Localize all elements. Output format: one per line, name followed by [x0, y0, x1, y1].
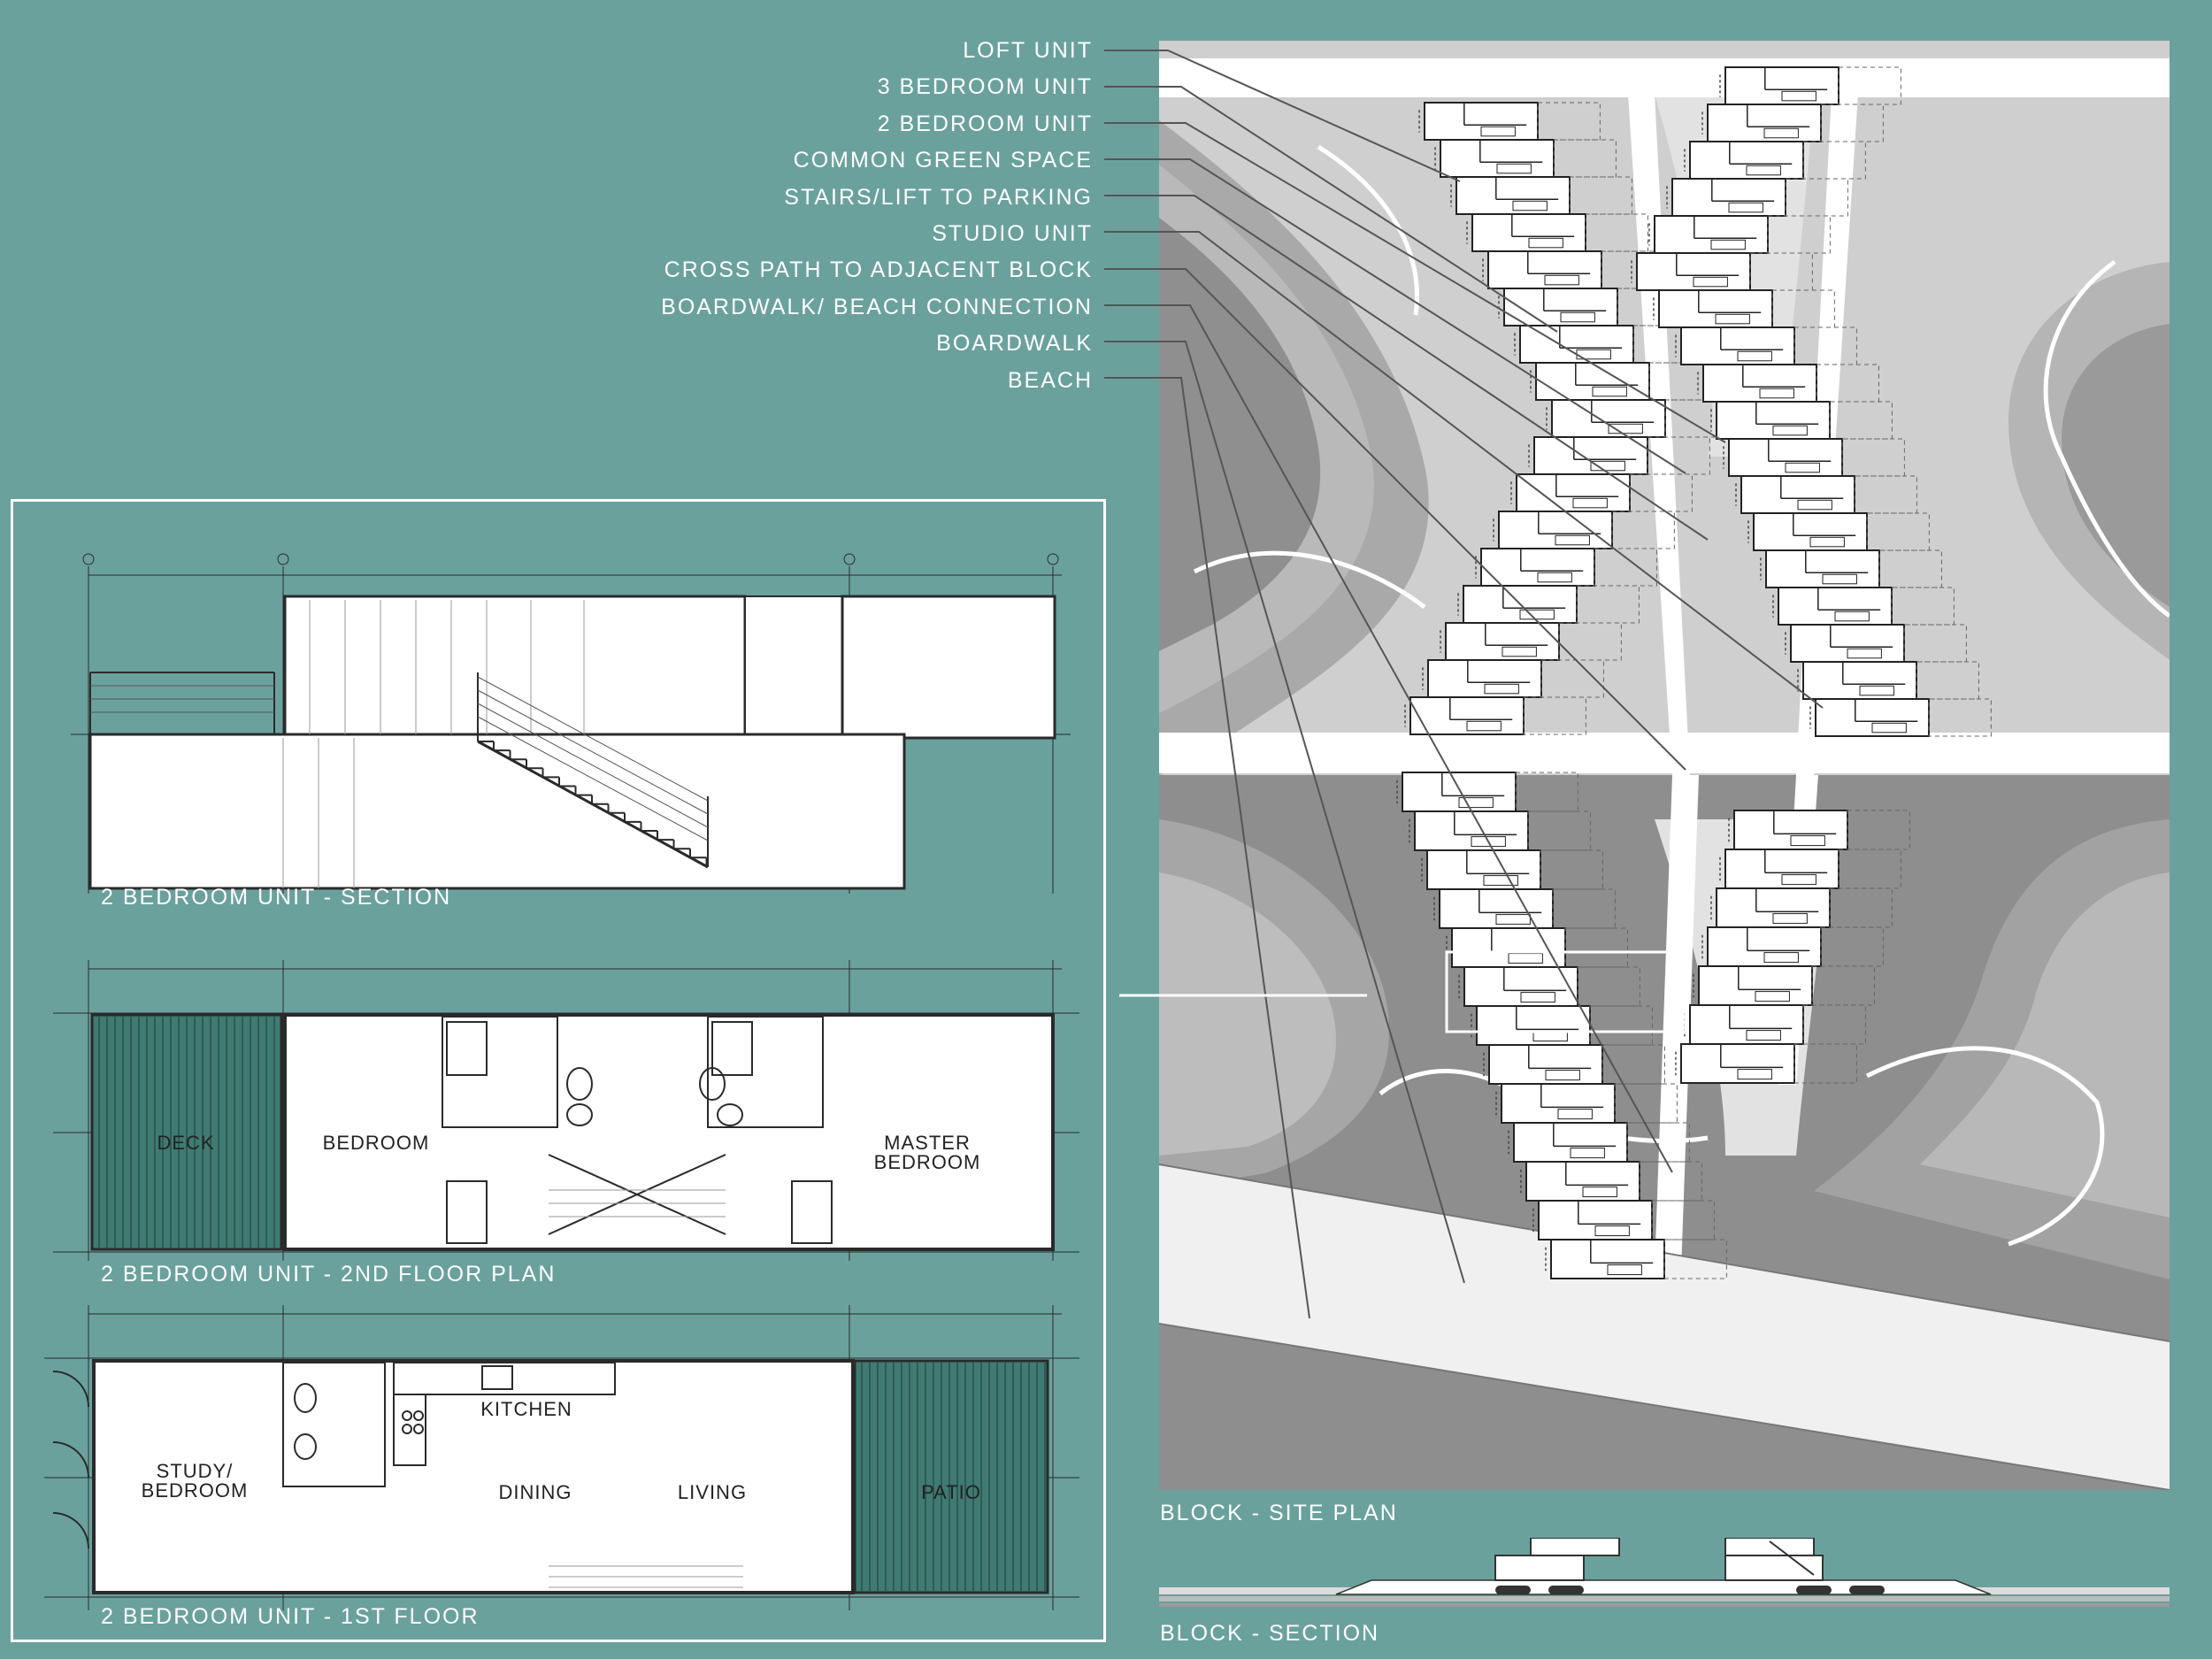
legend-item-beach: BEACH [1007, 367, 1093, 393]
block-section-drawing [1159, 1538, 2170, 1619]
legend-item-boardwalk-beach-connection: BOARDWALK/ BEACH CONNECTION [661, 294, 1093, 319]
room-label-kitchen: KITCHEN [480, 1398, 572, 1420]
legend-item-boardwalk: BOARDWALK [936, 331, 1093, 357]
block-section-caption: BLOCK - SECTION [1160, 1621, 1380, 1646]
unit-section-drawing [53, 549, 1097, 894]
section-caption: 2 BEDROOM UNIT - SECTION [101, 885, 452, 910]
room-label-living: LIVING [677, 1481, 748, 1503]
legend-item-loft-unit: LOFT UNIT [963, 38, 1093, 63]
legend-item-studio-unit: STUDIO UNIT [932, 220, 1093, 246]
legend-item-cross-path: CROSS PATH TO ADJACENT BLOCK [664, 257, 1093, 283]
unit-2nd-floor-plan [53, 951, 1097, 1261]
legend-item-2-bedroom-unit: 2 BEDROOM UNIT [877, 111, 1093, 136]
floor1-caption: 2 BEDROOM UNIT - 1ST FLOOR [101, 1604, 480, 1629]
legend-item-stairs-lift: STAIRS/LIFT TO PARKING [784, 184, 1093, 210]
room-label-study-line2: BEDROOM [141, 1479, 249, 1502]
room-label-master-line1: MASTER [884, 1132, 971, 1154]
floor2-caption: 2 BEDROOM UNIT - 2ND FLOOR PLAN [101, 1262, 557, 1286]
room-label-bedroom: BEDROOM [322, 1132, 430, 1154]
room-label-master-line2: BEDROOM [873, 1151, 981, 1173]
room-label-study-line1: STUDY/ [156, 1460, 234, 1482]
legend-item-common-green-space: COMMON GREEN SPACE [793, 148, 1093, 173]
room-label-patio: PATIO [921, 1481, 981, 1503]
room-label-dining: DINING [498, 1481, 572, 1503]
room-label-deck: DECK [157, 1132, 215, 1154]
unit-1st-floor-plan [35, 1301, 1097, 1610]
site-plan-caption: BLOCK - SITE PLAN [1160, 1501, 1398, 1525]
legend-item-3-bedroom-unit: 3 BEDROOM UNIT [877, 74, 1093, 100]
